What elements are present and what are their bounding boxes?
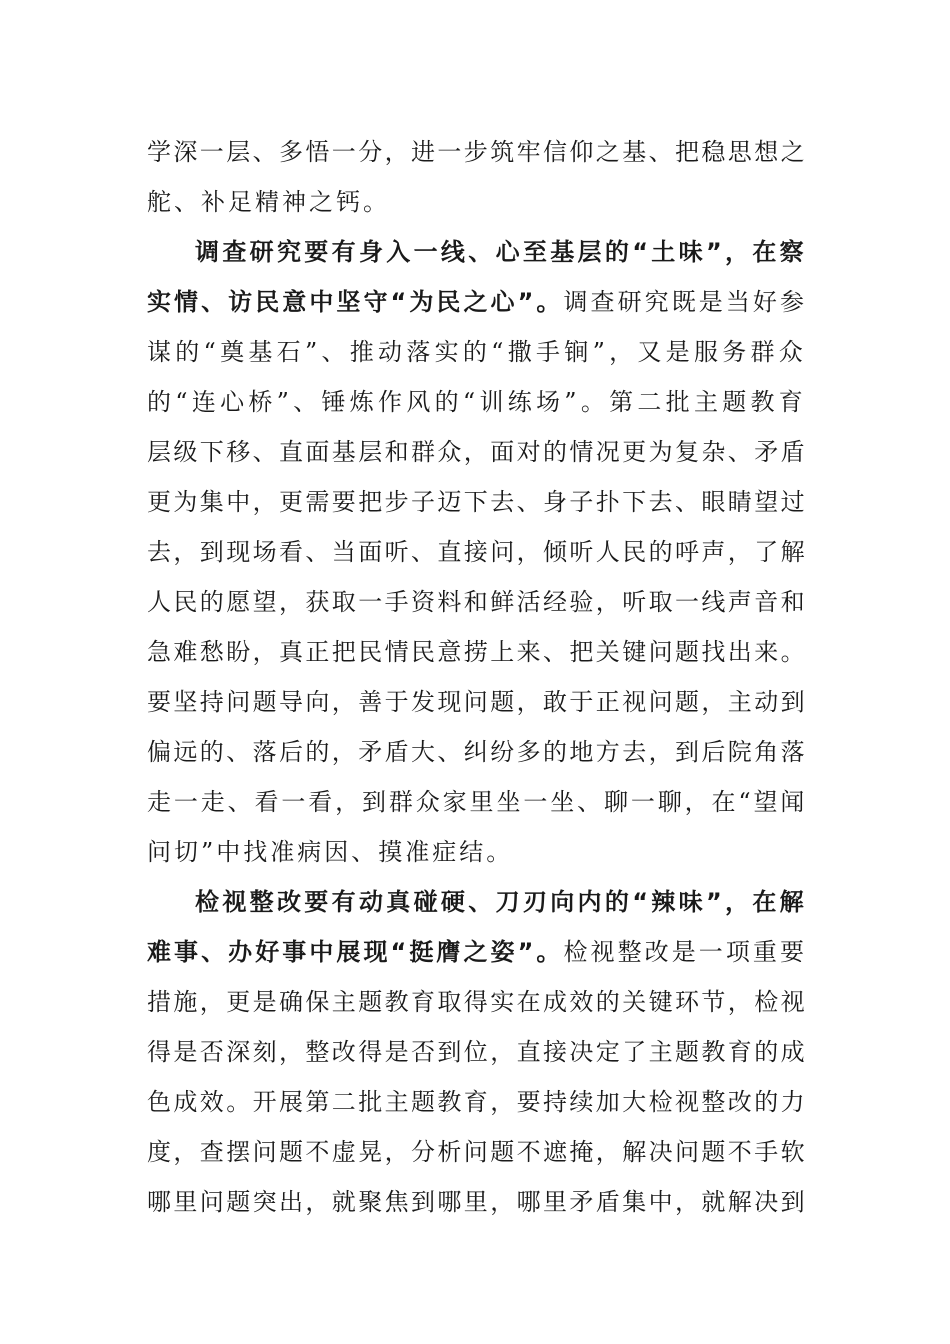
- paragraph-1-line-1: 学深一层、多悟一分，进一步筑牢信仰之基、把稳思想之: [147, 138, 807, 166]
- paragraph-2-line: 的“连心桥”、锤炼作风的“训练场”。第二批主题教育: [147, 388, 808, 416]
- paragraph-2-line-last: 问切”中找准病因、摸准症结。: [147, 838, 514, 866]
- paragraph-2-line: 去，到现场看、当面听、直接问，倾听人民的呼声，了解: [147, 538, 807, 566]
- paragraph-3-line: 得是否深刻，整改得是否到位，直接决定了主题教育的成: [147, 1038, 807, 1066]
- paragraph-3-heading-line-2: 难事、办好事中展现“挺膺之姿”。: [147, 938, 564, 966]
- paragraph-3-line: 度，查摆问题不虚晃，分析问题不遮掩，解决问题不手软: [147, 1138, 807, 1166]
- paragraph-2-mixed-line: [147, 277, 807, 327]
- paragraph-2-line: 层级下移、直面基层和群众，面对的情况更为复杂、矛盾: [147, 438, 807, 466]
- paragraph-3-line: 哪里问题突出，就聚焦到哪里，哪里矛盾集中，就解决到: [147, 1188, 807, 1216]
- paragraph-2-line: 急难愁盼，真正把民情民意捞上来、把关键问题找出来。: [147, 638, 807, 666]
- paragraph-3-body-start: 检视整改是一项重要: [563, 938, 808, 966]
- paragraph-2-line: 谋的“奠基石”、推动落实的“撒手锏”，又是服务群众: [147, 338, 808, 366]
- paragraph-2-line: 更为集中，更需要把步子迈下去、身子扑下去、眼睛望过: [147, 488, 807, 516]
- paragraph-2-body-start: 调查研究既是当好参: [563, 288, 808, 316]
- paragraph-1-line-2: 舵、补足精神之钙。: [147, 188, 390, 216]
- paragraph-2-line: 走一走、看一看，到群众家里坐一坐、聊一聊，在“望闻: [147, 788, 808, 816]
- paragraph-2-line: 要坚持问题导向，善于发现问题，敢于正视问题，主动到: [147, 688, 807, 716]
- paragraph-3-heading-line-1: 检视整改要有动真碰硬、刀刃向内的“辣味”，在解: [195, 888, 807, 916]
- paragraph-2-heading-line-2: 实情、访民意中坚守“为民之心”。: [147, 288, 564, 316]
- paragraph-2-heading-line-1: 调查研究要有身入一线、心至基层的“土味”，在察: [195, 238, 807, 266]
- paragraph-3-mixed-line: [147, 927, 807, 977]
- paragraph-2-line: 偏远的、落后的，矛盾大、纠纷多的地方去，到后院角落: [147, 738, 807, 766]
- paragraph-2-line: 人民的愿望，获取一手资料和鲜活经验，听取一线声音和: [147, 588, 807, 616]
- paragraph-3-line: 色成效。开展第二批主题教育，要持续加大检视整改的力: [147, 1088, 807, 1116]
- document-body: [147, 127, 807, 1227]
- paragraph-3-line: 措施，更是确保主题教育取得实在成效的关键环节，检视: [147, 988, 807, 1016]
